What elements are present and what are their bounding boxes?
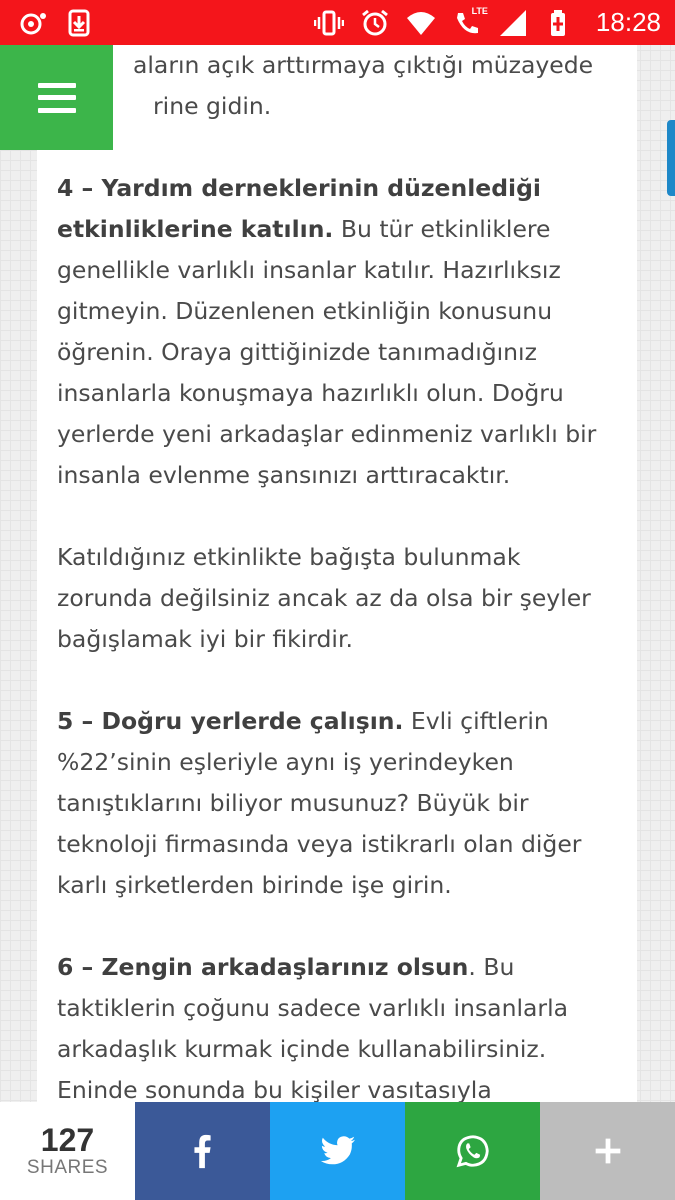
section4-note: Katıldığınız etkinlikte bağışta bulunmak zorunda değilsiniz ancak az da olsa bir şeyler bağışlamak iyi bir fikirdir. bbox=[57, 543, 591, 653]
article-body bbox=[57, 45, 617, 1102]
download-icon bbox=[64, 8, 94, 38]
media-notification-icon bbox=[18, 8, 48, 38]
section6-heading: 6 – Zengin arkadaşlarınız olsun bbox=[57, 953, 469, 981]
section5-heading: 5 – Doğru yerlerde çalışın. bbox=[57, 707, 404, 735]
hamburger-icon bbox=[38, 83, 76, 113]
section5-body: Evli çiftlerin %22’sinin eşleriyle aynı iş yerindeyken tanıştıklarını biliyor musunuz? Büyük bir teknoloji firmasında veya istikrarlı olan diğer karlı şirketlerden birinde işe girin. bbox=[57, 707, 582, 899]
share-count: 127 bbox=[40, 1122, 95, 1158]
share-bar bbox=[0, 1102, 675, 1200]
signal-icon bbox=[498, 8, 528, 38]
section6-body: . Bu taktiklerin çoğunu sadece varlıklı insanlarla arkadaşlık kurmak içinde kullanabilirsiniz. Eninde sonunda bu kişiler vasıtasıyla bbox=[57, 953, 568, 1102]
section6-paragraph bbox=[57, 947, 617, 1102]
facebook-icon bbox=[184, 1132, 222, 1170]
battery-icon bbox=[544, 8, 574, 38]
wifi-icon bbox=[406, 8, 436, 38]
partial-top-line2: rine gidin. bbox=[153, 92, 272, 120]
more-share-button[interactable] bbox=[540, 1102, 675, 1200]
section5-paragraph bbox=[57, 701, 617, 906]
vibrate-icon bbox=[314, 8, 344, 38]
lte-call-icon bbox=[452, 5, 488, 38]
whatsapp-icon bbox=[454, 1132, 492, 1170]
partial-top-line1: aların açık arttırmaya çıktığı müzayede bbox=[133, 51, 594, 79]
article-card bbox=[37, 45, 637, 1102]
section4-body: Bu tür etkinliklere genellikle varlıklı insanlar katılır. Hazırlıksız gitmeyin. Düzenlenen etkinliğin konusunu öğrenin. Oraya gittiğinizde tanımadığınız insanlarla konuşmaya hazırlıklı olun. Doğru yerlerde yeni arkadaşlar edinmeniz varlıklı bir insanla evlenme şansınızı arttıracaktır. bbox=[57, 215, 597, 489]
section4-paragraph bbox=[57, 168, 617, 496]
share-counter bbox=[0, 1102, 135, 1200]
twitter-share-button[interactable] bbox=[270, 1102, 405, 1200]
alarm-icon bbox=[360, 8, 390, 38]
twitter-icon bbox=[319, 1132, 357, 1170]
partial-top-paragraph bbox=[57, 45, 617, 127]
side-panel-handle[interactable] bbox=[667, 120, 675, 196]
whatsapp-share-button[interactable] bbox=[405, 1102, 540, 1200]
plus-icon bbox=[589, 1132, 627, 1170]
lte-label: LTE bbox=[471, 5, 488, 16]
status-bar bbox=[0, 0, 675, 45]
clock-time: 18:28 bbox=[595, 7, 661, 37]
section4-heading: 4 – Yardım derneklerinin düzenlediği etkinliklerine katılın. bbox=[57, 174, 541, 243]
share-label: SHARES bbox=[26, 1157, 109, 1178]
facebook-share-button[interactable] bbox=[135, 1102, 270, 1200]
menu-button[interactable] bbox=[0, 45, 113, 150]
